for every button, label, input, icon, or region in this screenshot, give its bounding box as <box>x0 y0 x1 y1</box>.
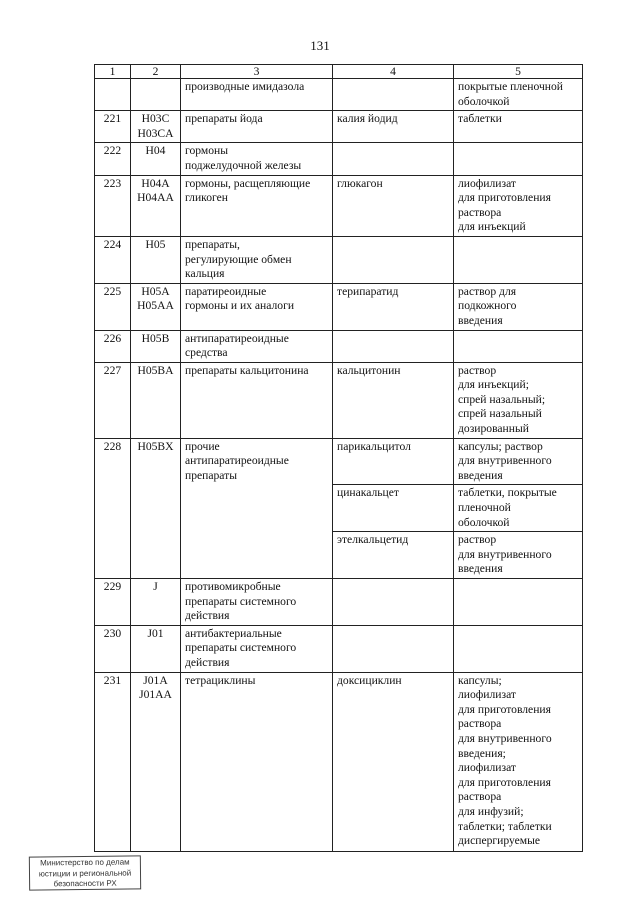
drug-name-cell <box>333 111 454 143</box>
cell-line: действия <box>185 655 230 669</box>
drug-name-cell <box>333 236 454 283</box>
cell-line: подкожного <box>458 299 517 313</box>
cell-line: кальцитонин <box>337 363 401 377</box>
group-name-cell <box>181 579 333 626</box>
dosage-form-cell <box>454 362 583 438</box>
cell-line: введения <box>458 562 503 576</box>
table-row <box>95 330 583 362</box>
row-number-cell: 224 <box>95 236 131 283</box>
cell-line: покрытые пленочной <box>458 80 563 93</box>
atc-code-cell <box>131 672 181 851</box>
group-name-cell <box>181 283 333 330</box>
cell-line: J01 <box>147 626 164 640</box>
cell-line: H03CA <box>137 126 174 140</box>
table-row <box>95 175 583 236</box>
cell-line: терипаратид <box>337 284 399 298</box>
stamp-line: Министерство по делам <box>40 857 130 868</box>
drug-name-cell <box>333 438 454 485</box>
table-body <box>95 65 583 852</box>
column-header: 1 <box>95 65 131 79</box>
cell-line: для внутривенного <box>458 731 552 745</box>
dosage-form-cell <box>454 579 583 626</box>
drug-name-cell <box>333 283 454 330</box>
atc-code-cell <box>131 362 181 438</box>
cell-line: H05BX <box>137 439 174 453</box>
cell-line: капсулы; <box>458 673 502 687</box>
ministry-stamp <box>29 855 141 890</box>
stamp-line: юстиции и региональной <box>38 868 132 878</box>
cell-line: спрей назальный; <box>458 392 546 406</box>
table-row <box>95 362 583 438</box>
cell-line: для приготовления <box>458 775 551 789</box>
atc-code-cell <box>131 111 181 143</box>
group-name-cell <box>181 79 333 111</box>
atc-code-cell <box>131 330 181 362</box>
row-number-cell: 228 <box>95 438 131 578</box>
drug-name-cell <box>333 143 454 175</box>
cell-line: введения <box>458 468 503 482</box>
group-name-cell <box>181 672 333 851</box>
cell-line: противомикробные <box>185 580 281 593</box>
column-header: 5 <box>454 65 583 79</box>
cell-line: введения; <box>458 746 506 760</box>
row-number-cell: 230 <box>95 625 131 672</box>
group-name-cell <box>181 143 333 175</box>
cell-line: парикальцитол <box>337 439 411 453</box>
cell-line: дозированный <box>458 422 529 436</box>
cell-line: таблетки <box>458 112 502 126</box>
cell-line: препараты <box>185 468 237 482</box>
table-row <box>95 143 583 175</box>
cell-line: капсулы; раствор <box>458 439 543 453</box>
cell-line: H04A <box>141 176 170 190</box>
cell-line: H05A <box>141 284 170 298</box>
cell-line: для приготовления <box>458 191 551 205</box>
group-name-cell <box>181 625 333 672</box>
cell-line: H03C <box>141 112 170 126</box>
cell-line: паратиреоидные <box>185 284 267 298</box>
column-header: 3 <box>181 65 333 79</box>
atc-code-cell <box>131 438 181 578</box>
cell-line: пленочной <box>458 501 511 515</box>
dosage-form-cell <box>454 143 583 175</box>
cell-line: раствора <box>458 790 502 804</box>
cell-line: таблетки, покрытые <box>458 486 557 500</box>
table-row <box>95 579 583 626</box>
medicines-table <box>94 64 583 852</box>
dosage-form-cell <box>454 625 583 672</box>
group-name-cell <box>181 175 333 236</box>
cell-line: оболочкой <box>458 515 510 529</box>
table-row <box>95 79 583 111</box>
row-number-cell: 229 <box>95 579 131 626</box>
drug-name-cell <box>333 625 454 672</box>
cell-line: для внутривенного <box>458 547 552 561</box>
cell-line: препараты системного <box>185 641 297 655</box>
cell-line: раствора <box>458 717 502 731</box>
row-number-cell: 225 <box>95 283 131 330</box>
cell-line: антипаратиреоидные <box>185 454 289 468</box>
row-number-cell <box>95 79 131 111</box>
drug-name-cell <box>333 485 454 532</box>
row-number-cell: 231 <box>95 672 131 851</box>
cell-line: лиофилизат <box>458 176 516 190</box>
dosage-form-cell <box>454 236 583 283</box>
group-name-cell <box>181 438 333 578</box>
row-number-cell: 223 <box>95 175 131 236</box>
group-name-cell <box>181 362 333 438</box>
table-row <box>95 283 583 330</box>
cell-line: введения <box>458 313 503 327</box>
cell-line: препараты, <box>185 237 240 251</box>
dosage-form-cell <box>454 283 583 330</box>
group-name-cell <box>181 330 333 362</box>
cell-line: H05BA <box>137 363 174 377</box>
table-row <box>95 625 583 672</box>
cell-line: гликоген <box>185 191 228 205</box>
dosage-form-cell <box>454 111 583 143</box>
dosage-form-cell <box>454 438 583 485</box>
cell-line: H05B <box>141 331 170 345</box>
atc-code-cell <box>131 175 181 236</box>
cell-line: H05 <box>145 237 166 251</box>
atc-code-cell <box>131 625 181 672</box>
cell-line: этелкальцетид <box>337 533 409 547</box>
cell-line: глюкагон <box>337 176 383 190</box>
drug-name-cell <box>333 330 454 362</box>
column-header: 4 <box>333 65 454 79</box>
cell-line: калия йодид <box>337 112 398 126</box>
atc-code-cell <box>131 143 181 175</box>
atc-code-cell <box>131 79 181 111</box>
cell-line: цинакальцет <box>337 486 399 500</box>
atc-code-cell <box>131 283 181 330</box>
cell-line: H05AA <box>137 299 174 313</box>
cell-line: кальция <box>185 267 225 281</box>
table-row <box>95 236 583 283</box>
cell-line: доксициклин <box>337 673 402 687</box>
cell-line: лиофилизат <box>458 761 516 775</box>
cell-line: препараты системного <box>185 594 297 608</box>
cell-line: гормоны <box>185 144 229 158</box>
drug-name-cell <box>333 532 454 579</box>
cell-line: для инфузий; <box>458 804 524 818</box>
cell-line: раствор <box>458 533 497 547</box>
dosage-form-cell <box>454 532 583 579</box>
cell-line: регулирующие обмен <box>185 252 292 266</box>
cell-line: средства <box>185 346 228 360</box>
dosage-form-cell <box>454 79 583 111</box>
cell-line: гормоны и их аналоги <box>185 299 295 313</box>
table-row <box>95 111 583 143</box>
cell-line: диспергируемые <box>458 834 541 848</box>
cell-line: раствора <box>458 205 502 219</box>
dosage-form-cell <box>454 330 583 362</box>
cell-line: действия <box>185 609 230 623</box>
drug-name-cell <box>333 175 454 236</box>
cell-line: таблетки; таблетки <box>458 819 552 833</box>
cell-line: спрей назальный <box>458 407 542 421</box>
dosage-form-cell <box>454 175 583 236</box>
stamp-line: безопасности РХ <box>53 878 117 889</box>
row-number-cell: 227 <box>95 362 131 438</box>
cell-line: J <box>153 580 158 593</box>
cell-line: H04AA <box>137 191 174 205</box>
row-number-cell: 221 <box>95 111 131 143</box>
page-number: 131 <box>310 38 330 53</box>
atc-code-cell <box>131 236 181 283</box>
column-header: 2 <box>131 65 181 79</box>
cell-line: раствор <box>458 363 497 377</box>
cell-line: производные имидазола <box>185 80 305 93</box>
drug-name-cell <box>333 362 454 438</box>
cell-line: раствор для <box>458 284 517 298</box>
drug-name-cell <box>333 672 454 851</box>
cell-line: для инъекций; <box>458 378 529 392</box>
dosage-form-cell <box>454 672 583 851</box>
group-name-cell <box>181 111 333 143</box>
cell-line: антибактериальные <box>185 626 282 640</box>
cell-line: препараты йода <box>185 112 263 126</box>
cell-line: прочие <box>185 439 220 453</box>
drug-name-cell <box>333 579 454 626</box>
cell-line: препараты кальцитонина <box>185 363 309 377</box>
atc-code-cell <box>131 579 181 626</box>
header-row <box>95 65 583 79</box>
drug-name-cell <box>333 79 454 111</box>
table-row <box>95 672 583 851</box>
cell-line: оболочкой <box>458 94 510 108</box>
cell-line: тетрациклины <box>185 673 256 687</box>
cell-line: для инъекций <box>458 220 526 234</box>
row-number-cell: 222 <box>95 143 131 175</box>
row-number-cell: 226 <box>95 330 131 362</box>
cell-line: гормоны, расщепляющие <box>185 176 311 190</box>
cell-line: H04 <box>145 144 166 158</box>
cell-line: для приготовления <box>458 702 551 716</box>
cell-line: J01AA <box>139 688 172 702</box>
table-row <box>95 438 583 485</box>
cell-line: антипаратиреоидные <box>185 331 289 345</box>
group-name-cell <box>181 236 333 283</box>
dosage-form-cell <box>454 485 583 532</box>
cell-line: для внутривенного <box>458 454 552 468</box>
cell-line: поджелудочной железы <box>185 158 302 172</box>
cell-line: J01A <box>143 673 168 687</box>
cell-line: лиофилизат <box>458 688 516 702</box>
